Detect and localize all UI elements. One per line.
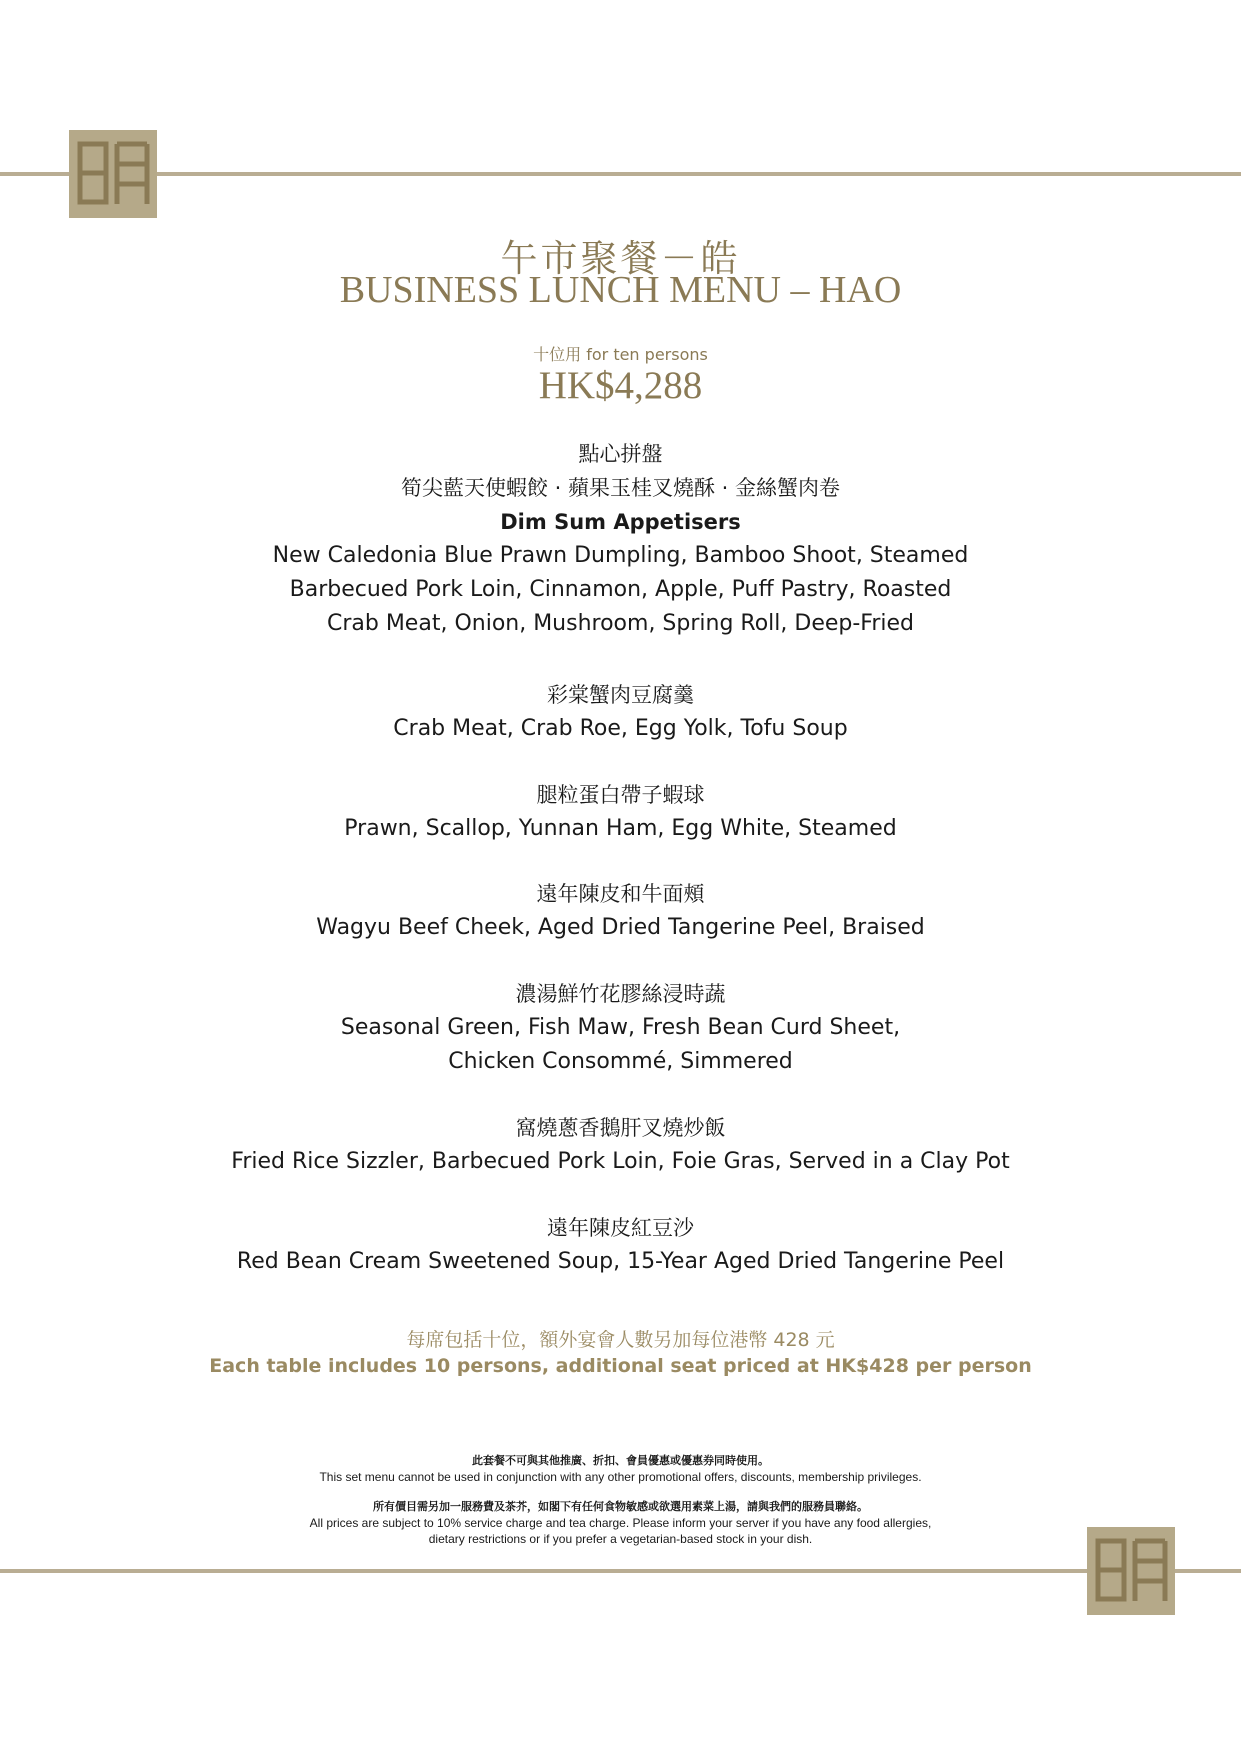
course-desc-en: Crab Meat, Crab Roe, Egg Yolk, Tofu Soup: [393, 716, 848, 741]
course-wagyu-cheek: [0, 877, 1241, 945]
top-divider-rule: [0, 172, 1241, 176]
terms-block-2: [0, 1499, 1241, 1547]
course-name-en: Dim Sum Appetisers: [500, 510, 741, 534]
menu-price: HK$4,288: [538, 364, 703, 407]
service-charge-en: dietary restrictions or if you prefer a vegetarian-based stock in your dish.: [428, 1532, 813, 1546]
course-red-bean-soup: [0, 1211, 1241, 1279]
terms-en: This set menu cannot be used in conjunction with any other promotional offers, discounts, membership privileges.: [319, 1470, 922, 1484]
terms-block-1: [0, 1453, 1241, 1485]
course-dim-sum: [0, 437, 1241, 641]
bottom-divider-rule: [0, 1569, 1241, 1573]
course-name-zh: 濃湯鮮竹花膠絲浸時蔬: [515, 982, 726, 1006]
course-seasonal-green: [0, 977, 1241, 1079]
course-name-zh: 彩棠蟹肉豆腐羹: [547, 683, 694, 707]
course-prawn-scallop: [0, 778, 1241, 846]
course-desc-en: Barbecued Pork Loin, Cinnamon, Apple, Puff Pastry, Roasted: [289, 577, 952, 602]
terms-zh: 此套餐不可與其他推廣、折扣、會員優惠或優惠券同時使用。: [472, 1454, 769, 1467]
ming-logo-icon: [69, 130, 157, 218]
menu-title-zh: 午市聚餐－皓: [500, 237, 741, 280]
course-desc-en: New Caledonia Blue Prawn Dumpling, Bamboo Shoot, Steamed: [272, 543, 969, 568]
course-desc-en: Wagyu Beef Cheek, Aged Dried Tangerine Peel, Braised: [316, 915, 925, 940]
course-name-zh: 遠年陳皮紅豆沙: [547, 1216, 694, 1240]
menu-title-en: BUSINESS LUNCH MENU – HAO: [339, 269, 902, 311]
course-desc-en: Red Bean Cream Sweetened Soup, 15-Year Aged Dried Tangerine Peel: [236, 1249, 1005, 1274]
course-name-zh: 遠年陳皮和牛面頰: [536, 882, 705, 906]
course-desc-en: Crab Meat, Onion, Mushroom, Spring Roll, Deep-Fried: [326, 611, 915, 636]
service-charge-zh: 所有價目需另加一服務費及茶芥，如閣下有任何食物敏感或欲選用素菜上湯，請與我們的服務員聯絡。: [373, 1500, 868, 1513]
course-crab-soup: [0, 678, 1241, 746]
course-desc-en: Fried Rice Sizzler, Barbecued Pork Loin, Foie Gras, Served in a Clay Pot: [231, 1149, 1010, 1174]
course-fried-rice: [0, 1111, 1241, 1179]
course-detail-zh: 筍尖藍天使蝦餃 · 蘋果玉桂叉燒酥 · 金絲蟹肉卷: [400, 476, 841, 500]
course-name-zh: 窩燒蔥香鵝肝叉燒炒飯: [515, 1116, 726, 1140]
course-name-zh: 腿粒蛋白帶子蝦球: [536, 783, 705, 807]
course-desc-en: Prawn, Scallop, Yunnan Ham, Egg White, Steamed: [344, 816, 897, 841]
persons-label: 十位用 for ten persons: [533, 345, 708, 364]
extra-seat-note-zh: 每席包括十位，額外宴會人數另加每位港幣 428 元: [406, 1329, 835, 1351]
course-desc-en: Chicken Consommé, Simmered: [448, 1049, 793, 1074]
course-desc-en: Seasonal Green, Fish Maw, Fresh Bean Curd Sheet,: [340, 1015, 901, 1040]
service-charge-en: All prices are subject to 10% service charge and tea charge. Please inform your server if you have any food allergies,: [309, 1516, 932, 1530]
course-name-zh: 點心拼盤: [578, 442, 663, 466]
extra-seat-note-en: Each table includes 10 persons, additional seat priced at HK$428 per person: [209, 1355, 1032, 1377]
